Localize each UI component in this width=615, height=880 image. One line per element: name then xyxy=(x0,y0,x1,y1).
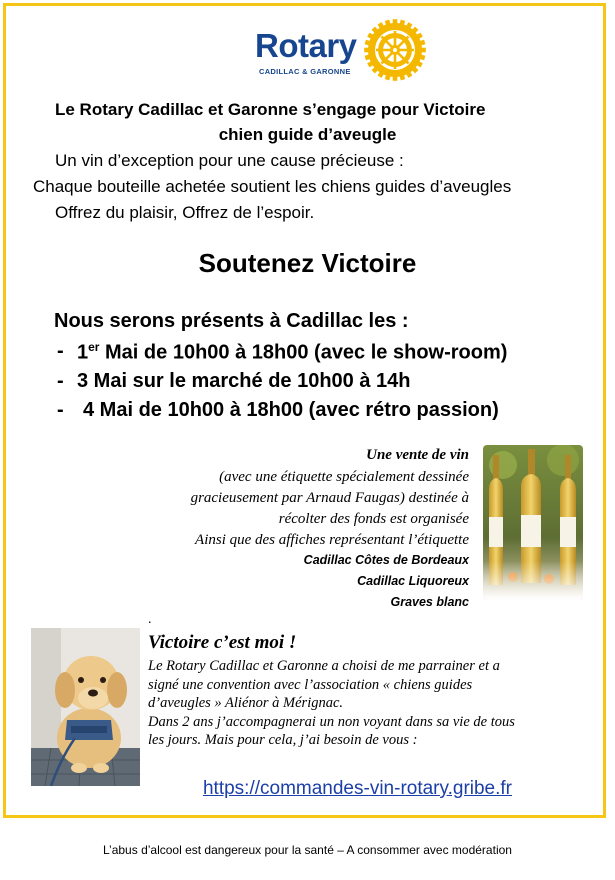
victoire-dot: . xyxy=(148,612,152,627)
rotary-logo xyxy=(255,18,435,78)
wheel-cog xyxy=(393,19,398,24)
victoire-title: Victoire c’est moi ! xyxy=(148,632,297,653)
date-item-2 xyxy=(57,370,411,393)
wine-title: Une vente de vin xyxy=(366,447,469,463)
date-sup: er xyxy=(88,340,100,354)
wheel-cog xyxy=(421,48,426,53)
intro-line1: Un vin d’exception pour une cause précieuse : xyxy=(55,151,404,170)
date-dash: - xyxy=(57,399,64,421)
victoire-text xyxy=(148,657,568,750)
date-text: Mai de 10h00 à 18h00 (avec le show-room) xyxy=(99,341,508,364)
wine-name-1: Cadillac Côtes de Bordeaux xyxy=(303,553,469,567)
victoire-line-4: Dans 2 ans j’accompagnerai un non voyant dans sa vie de tous xyxy=(148,713,515,730)
rotary-wheel-icon xyxy=(363,18,427,82)
wine-line-3: récolter des fonds est organisée xyxy=(278,511,469,527)
victoire-line-1: Le Rotary Cadillac et Garonne a choisi de me parrainer et a xyxy=(148,658,500,674)
logo-subtitle: CADILLAC & GARONNE xyxy=(259,67,351,76)
date-dash: - xyxy=(57,340,64,362)
wheel-cog xyxy=(393,76,398,81)
date-item-3 xyxy=(57,399,499,422)
date-day: 1 xyxy=(77,341,89,364)
dog-photo xyxy=(31,628,140,786)
logo-brand: Rotary xyxy=(255,27,357,64)
wine-name-2: Cadillac Liquoreux xyxy=(357,574,469,588)
wine-line-2: gracieusement par Arnaud Faugas) destinée à xyxy=(190,490,469,506)
date-text: 4 Mai de 10h00 à 18h00 (avec rétro passion) xyxy=(83,399,499,421)
victoire-line-3: d’aveugles » Aliénor à Mérignac. xyxy=(148,695,344,711)
intro-line2: Chaque bouteille achetée soutient les chiens guides d’aveugles xyxy=(33,177,512,196)
headline: Soutenez Victoire xyxy=(198,248,417,278)
footer-disclaimer: L’abus d’alcool est dangereux pour la santé – A consommer avec modération xyxy=(103,843,512,857)
intro-title-line2: chien guide d’aveugle xyxy=(218,125,397,144)
date-text: 3 Mai sur le marché de 10h00 à 14h xyxy=(77,370,411,392)
intro-title-line1: Le Rotary Cadillac et Garonne s’engage pour Victoire xyxy=(55,100,486,119)
intro-line3: Offrez du plaisir, Offrez de l’espoir. xyxy=(55,203,315,222)
wine-line-1: (avec une étiquette spécialement dessinée xyxy=(219,469,469,485)
order-link[interactable]: https://commandes-vin-rotary.gribe.fr xyxy=(202,778,513,799)
date-dash: - xyxy=(57,370,64,392)
dates-title: Nous serons présents à Cadillac les : xyxy=(54,310,409,332)
victoire-line-2: signé une convention avec l’association « chiens guides xyxy=(148,676,473,693)
wheel-cog xyxy=(364,48,369,53)
wine-line-4: Ainsi que des affiches représentant l’étiquette xyxy=(195,532,469,548)
wine-name-3: Graves blanc xyxy=(390,595,469,609)
wine-bottles-photo xyxy=(483,445,583,600)
date-item-1 xyxy=(57,340,507,365)
victoire-line-5: les jours. Mais pour cela, j’ai besoin de vous : xyxy=(148,732,418,748)
